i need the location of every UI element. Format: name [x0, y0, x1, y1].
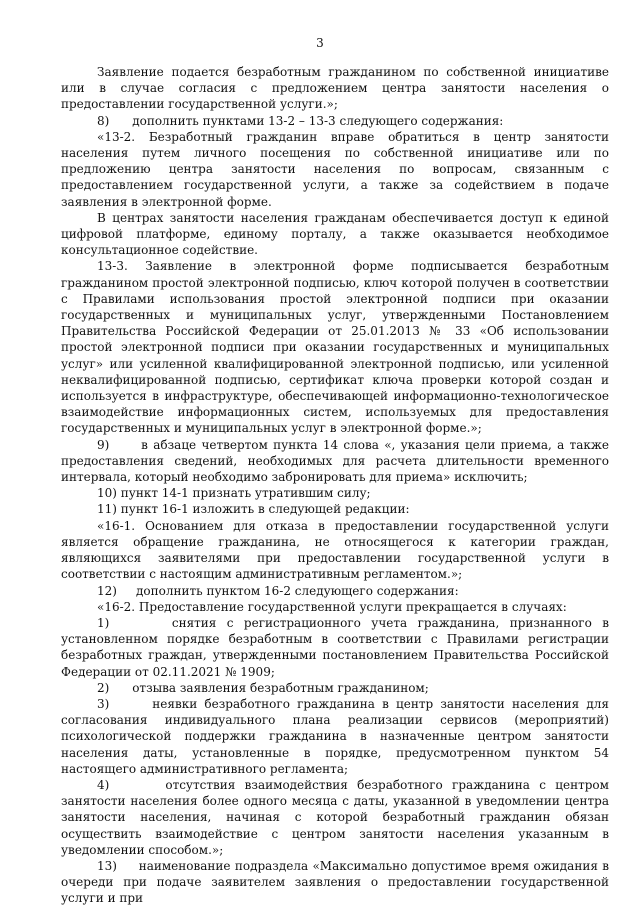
paragraph-clause-13-3: 13-3. Заявление в электронной форме подписывается безработным гражданином простой электронной подписью, ключ которой получен в соответствии с Правилами использования простой электронной подписи при оказании государственных и муниципальных услуг, утвержденными Постановлением Правительства Российской Федерации от 25.01.2013 № 33 «Об использовании простой электронной подписи при оказании государственных и муниципальных услуг» или усиленной квалифицированной электронной подписью, или усиленной неквалифицированной подписью, сертификат ключа проверки которой создан и используется в инфраструктуре, обеспечивающей информационно-технологическое взаимодействие информационных систем, используемых для предоставления государственных и муниципальных услуг в электронной форме.»;	[61, 259, 609, 436]
paragraph-item-10: 10) пункт 14-1 признать утратившим силу;	[97, 486, 371, 501]
paragraph-clause-16-1: «16-1. Основанием для отказа в предоставлении государственной услуги является обращение гражданина, не относящегося к категории граждан, являющихся заявителями при предоставлении государственной услуги в соответствии с настоящим административным регламентом.»;	[61, 518, 609, 582]
paragraph-case-2: 2) отзыва заявления безработным гражданином;	[97, 680, 429, 695]
paragraph-item-12: 12) дополнить пунктом 16-2 следующего содержания:	[97, 583, 459, 598]
paragraph-clause-13-2: «13-2. Безработный гражданин вправе обратиться в центр занятости населения путем личного посещения по собственной инициативе или по предложению центра занятости населения по вопросам, связанным с предоставлением государственной услуги, а также за содействием в подаче заявления в электронной форме.	[61, 129, 609, 209]
paragraph-clause-13-2-access: В центрах занятости населения гражданам обеспечивается доступ к единой цифровой платформе, единому порталу, а также оказывается необходимое консультационное содействие.	[61, 210, 609, 258]
paragraph-case-1: 1) снятия с регистрационного учета гражданина, признанного в установленном порядке безработным в соответствии с Правилами регистрации безработных граждан, утвержденными постановлением Правительства Российской Федерации от 02.11.2021 № 1909;	[61, 615, 609, 679]
document-body	[61, 64, 609, 907]
paragraph-item-11: 11) пункт 16-1 изложить в следующей редакции:	[97, 502, 410, 517]
paragraph-item-9: 9) в абзаце четвертом пункта 14 слова «, указания цели приема, а также предоставления сведений, необходимых для расчета длительности временного интервала, который необходимо забронировать для приема» исключить;	[61, 437, 609, 485]
paragraph-case-4: 4) отсутствия взаимодействия безработного гражданина с центром занятости населения более одного месяца с даты, указанной в уведомлении центра занятости населения, начиная с которой безработный гражданин обязан осуществить взаимодействие с центром занятости населения указанным в уведомлении способом.»;	[61, 777, 609, 857]
paragraph-clause-16-2: «16-2. Предоставление государственной услуги прекращается в случаях:	[97, 599, 567, 614]
paragraph-application-submission: Заявление подается безработным гражданином по собственной инициативе или в случае согласия с предложением центра занятости населения о предоставлении государственной услуги.»;	[61, 65, 609, 112]
paragraph-item-8: 8) дополнить пунктами 13-2 – 13-3 следующего содержания:	[97, 113, 504, 128]
page-number: 3	[316, 36, 324, 50]
paragraph-item-13: 13) наименование подраздела «Максимально допустимое время ожидания в очереди при подаче заявителем заявления о предоставлении государственной услуги и при	[61, 858, 609, 906]
paragraph-case-3: 3) неявки безработного гражданина в центр занятости населения для согласования индивидуального плана реализации сервисов (мероприятий) психологической поддержки гражданина в назначенные центром занятости населения даты, установленные в порядке, предусмотренном пунктом 54 настоящего административного регламента;	[61, 696, 609, 776]
